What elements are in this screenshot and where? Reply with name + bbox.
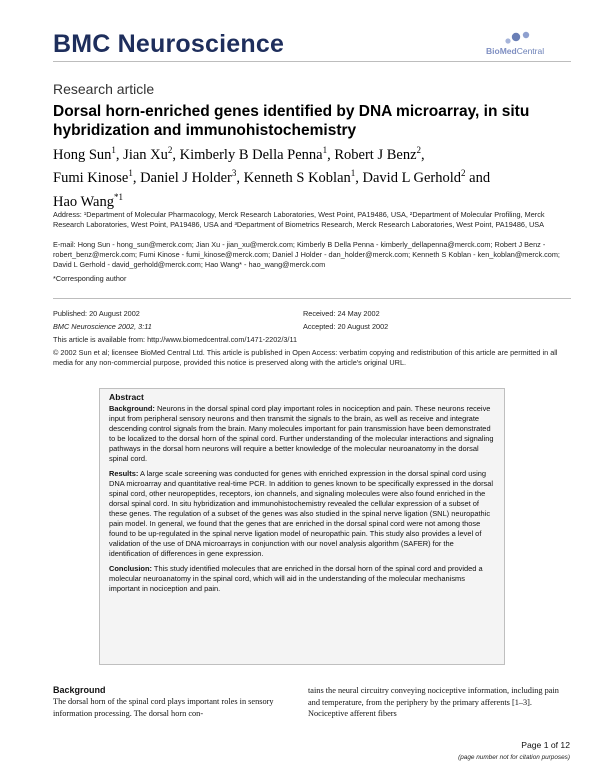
journal-title: BMC Neuroscience	[53, 30, 285, 58]
accepted-date: Accepted: 20 August 2002	[303, 322, 389, 331]
published-date: Published: 20 August 2002	[53, 309, 140, 318]
author: David L Gerhold	[362, 170, 462, 187]
article-type: Research article	[53, 81, 155, 97]
author: Kenneth S Koblan	[243, 170, 351, 187]
author: Robert J Benz	[334, 146, 417, 163]
page-number-note: (page number not for citation purposes)	[458, 754, 570, 761]
article-title: Dorsal horn-enriched genes identified by DNA microarray, in situ hybridization and immunohistochemistry	[53, 103, 530, 139]
abstract-background: Background: Neurons in the dorsal spinal cord play important roles in nociception and pain. These neurons receive input from peripheral sensory neurons and then transmit the signals to the brain, as well as receive and integrate descending control signals from the brain. Many molecules important for pain transmission have been demonstrated to be localized to the dorsal horn of the spinal cord. Further understanding of the molecular interactions and signaling pathways in the dorsal horn neurons will require a better knowledge of the molecular neuroanatomy in the dorsal spinal cord.	[109, 404, 494, 463]
meta-divider	[53, 298, 571, 299]
abstract-results: Results: A large scale screening was conducted for genes with enriched expression in the dorsal spinal cord using DNA microarray and quantitative real-time PCR. In addition to genes known to be specifically expressed in the dorsal spinal cord, other neuropeptides, receptors, ion channels, and signaling molecules were also found enriched in the dorsal spinal cord. In situ hybridization and immunohistochemistry revealed the cellular expression of a subset of these genes. The regulation of a subset of the genes was also studied in the spinal nerve ligation (SNL) neuropathic pain model. In general, we found that the genes that are enriched in the dorsal spinal cord were not among those found to be up-regulated in the spinal nerve ligation model of neuropathic pain. This study also provides a level of validation of the use of DNA microarrays in conjunction with our novel analysis algorithm (SAFER) for the identification of differences in gene expression.	[109, 469, 494, 558]
abstract-body	[109, 404, 497, 599]
background-heading: Background	[53, 685, 106, 695]
abstract-conclusion: Conclusion: This study identified molecules that are enriched in the dorsal horn of the spinal cord and provided a molecular neuroanatomy in the spinal cord, which will aid in the understanding of the molecular mechanisms important in nociception and pain.	[109, 564, 483, 593]
corresponding-author-note: *Corresponding author	[53, 274, 127, 283]
author-list: Hong Sun$^1$, Jian Xu$^2$, Kimberly B Della Penna$^1$, Robert J Benz$^2$, Fumi Kinose$^1$, Daniel J Holder$^3$, Kenneth S Koblan$^1$, David L Gerhold$^2$ and Hao Wang$^{*1}$	[53, 145, 491, 210]
author: Daniel J Holder	[140, 170, 232, 187]
author: Kimberly B Della Penna	[179, 146, 323, 163]
article-url[interactable]: This article is available from: http://www.biomedcentral.com/1471-2202/3/11	[53, 335, 298, 344]
abstract-heading: Abstract	[109, 392, 144, 402]
author: Hao Wang	[53, 193, 114, 210]
body-column-left: The dorsal horn of the spinal cord plays important roles in sensory information processing. The dorsal horn con-	[53, 697, 274, 718]
publisher-logo-text: BioMedCentral	[486, 46, 545, 56]
author: Hong Sun	[53, 146, 112, 163]
header-divider	[53, 61, 571, 62]
body-column-right: tains the neural circuitry conveying nociceptive information, including pain and temperature, from the periphery by the primary afferents [1–3]. Nociceptive afferent fibers	[308, 686, 559, 718]
author-emails: E-mail: Hong Sun - hong_sun@merck.com; Jian Xu - jian_xu@merck.com; Kimberly B Della Penna - kimberly_dellapenna@merck.com; Robert J Benz - robert_benz@merck.com; Fumi Kinose - fumi_kinose@merck.com; Daniel J Holder - dan_holder@merck.com; Kenneth S Koblan - ken_koblan@merck.com; David L Gerhold - david_gerhold@merck.com; Hao Wang* - hao_wang@merck.com	[53, 240, 560, 269]
affiliations: Address: ¹Department of Molecular Pharmacology, Merck Research Laboratories, West Point, PA19486, USA, ²Department of Molecular Profiling, Merck Research Laboratories, West Point, PA19486, USA and ³Department of Biometrics Research, Merck Research Laboratories, West Point, PA19486, USA	[53, 210, 545, 229]
author: Fumi Kinose	[53, 170, 129, 187]
received-date: Received: 24 May 2002	[303, 309, 380, 318]
citation: BMC Neuroscience 2002, 3:11	[53, 322, 152, 331]
copyright-notice: © 2002 Sun et al; licensee BioMed Central Ltd. This article is published in Open Access: verbatim copying and redistribution of this article are permitted in all media for any non-commercial purpose, provided this notice is preserved along with the article's original URL.	[53, 348, 558, 367]
author: Jian Xu	[123, 146, 168, 163]
page-number: Page 1 of 12	[521, 740, 570, 750]
